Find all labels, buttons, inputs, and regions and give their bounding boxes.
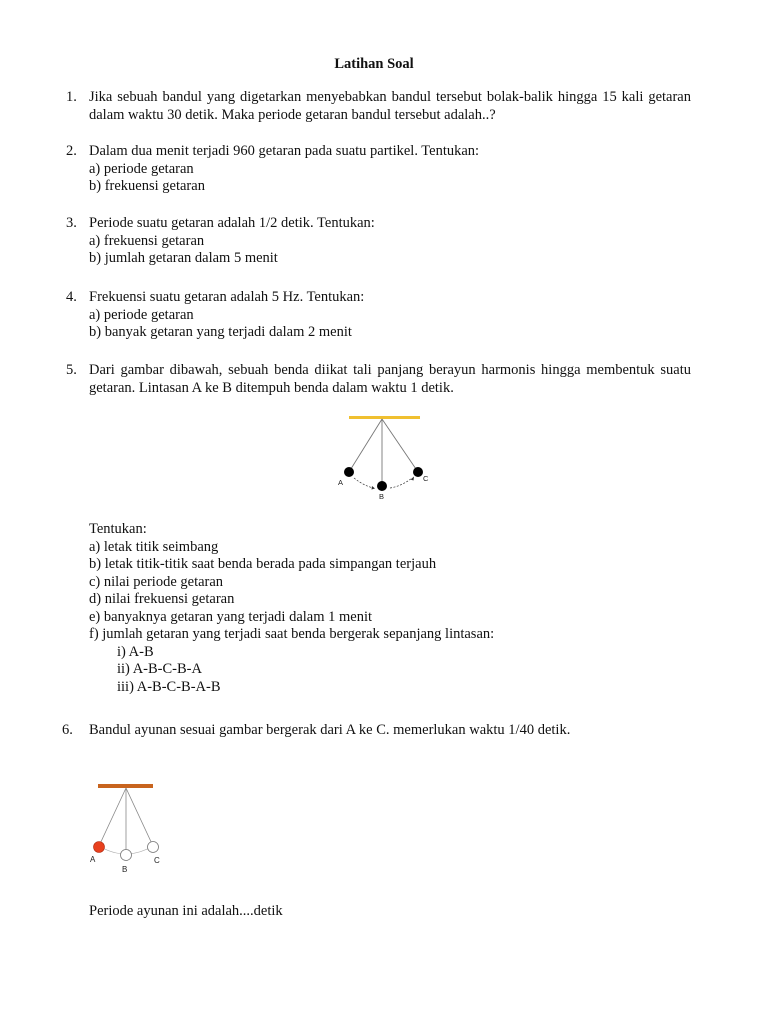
list-item: d) nilai frekuensi getaran (89, 591, 235, 607)
sub-list-item: ii) A-B-C-B-A (117, 661, 202, 677)
pendulum-figure-2 (86, 780, 166, 876)
pendulum-string (349, 419, 382, 472)
list-item: f) jumlah getaran yang terjadi saat benda bergerak sepanjang lintasan: (89, 626, 495, 642)
list-item: a) periode getaran (89, 160, 194, 177)
question-text: Periode suatu getaran adalah 1/2 detik. Tentukan: (89, 215, 375, 231)
question-3 (66, 215, 691, 268)
support-bar (98, 784, 153, 788)
question-number: 4. (66, 289, 77, 305)
list-item: a) letak titik seimbang (89, 538, 219, 555)
question-5 (66, 362, 691, 397)
question-number: 5. (66, 362, 77, 378)
question-text: Jika sebuah bandul yang digetarkan menyebabkan bandul tersebut bolak-balik hingga 15 kali getaran dalam waktu 30 detik. Maka periode getaran bandul tersebut adalah..? (89, 89, 691, 123)
pendulum-bob (413, 467, 423, 477)
question-number: 1. (66, 89, 77, 105)
pendulum-bob (344, 467, 354, 477)
swing-arrow (354, 478, 374, 488)
list-item: b) frekuensi getaran (89, 178, 205, 194)
sub-list-item: iii) A-B-C-B-A-B (117, 678, 221, 695)
pendulum-bob-c (148, 842, 159, 853)
list-item: e) banyaknya getaran yang terjadi dalam 1 menit (89, 608, 373, 625)
sub-list-item: i) A-B (117, 643, 154, 660)
question-text: Bandul ayunan sesuai gambar bergerak dari A ke C. memerlukan waktu 1/40 detik. (89, 722, 571, 738)
question-prompt: Tentukan: (89, 521, 147, 537)
list-item: a) periode getaran (89, 306, 194, 323)
list-item: b) letak titik-titik saat benda berada pada simpangan terjauh (89, 556, 437, 572)
pendulum-string (99, 788, 126, 846)
question-text: Dalam dua menit terjadi 960 getaran pada suatu partikel. Tentukan: (89, 143, 480, 159)
question-text: Dari gambar dibawah, sebuah benda diikat tali panjang berayun harmonis hingga membentuk suatu getaran. Lintasan A ke B ditempuh benda dalam waktu 1 detik. (89, 362, 691, 396)
list-item: b) banyak getaran yang terjadi dalam 2 menit (89, 324, 352, 340)
question-number: 6. (62, 722, 73, 738)
pendulum-string (382, 419, 418, 472)
pendulum-string (126, 788, 153, 846)
question-2 (66, 143, 691, 196)
list-item: b) jumlah getaran dalam 5 menit (89, 250, 278, 266)
question-6 (62, 722, 687, 740)
figure-label-a: A (338, 478, 344, 487)
list-item: c) nilai periode getaran (89, 573, 224, 590)
pendulum-figure-1 (336, 410, 436, 502)
page-title: Latihan Soal (334, 56, 414, 72)
question-text: Frekuensi suatu getaran adalah 5 Hz. Tentukan: (89, 289, 365, 305)
question-5-tasks (66, 521, 691, 696)
figure-label-b: B (122, 865, 128, 874)
list-item: a) frekuensi getaran (89, 232, 205, 249)
figure-label-b: B (379, 492, 385, 501)
answer-prompt: Periode ayunan ini adalah....detik (89, 903, 283, 919)
figure-label-c: C (154, 856, 160, 865)
swing-arrow (390, 478, 412, 488)
figure-label-a: A (90, 855, 96, 864)
question-number: 3. (66, 215, 77, 231)
question-1 (66, 89, 691, 124)
pendulum-bob-b (121, 850, 132, 861)
figure-label-c: C (423, 474, 429, 483)
pendulum-bob-a (94, 842, 105, 853)
question-4 (66, 289, 691, 342)
support-bar (349, 416, 420, 419)
question-6-answer (66, 903, 691, 921)
question-number: 2. (66, 143, 77, 159)
pendulum-bob (377, 481, 387, 491)
